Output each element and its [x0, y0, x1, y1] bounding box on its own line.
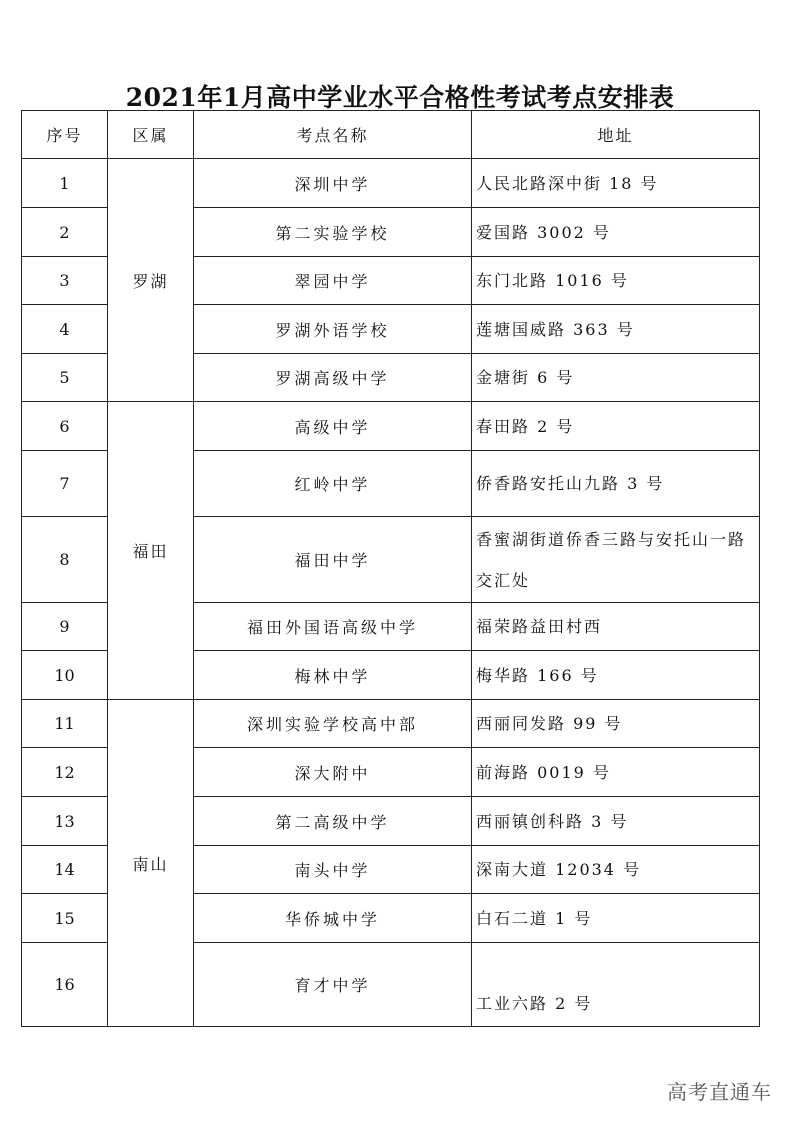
site-address: 梅华路 166 号 [472, 651, 760, 700]
site-name: 翠园中学 [194, 257, 472, 305]
site-address: 金塘街 6 号 [472, 354, 760, 402]
header-no: 序号 [22, 111, 108, 159]
site-address: 人民北路深中街 18 号 [472, 159, 760, 208]
site-name: 第二高级中学 [194, 797, 472, 846]
site-address: 春田路 2 号 [472, 402, 760, 451]
row-no: 1 [22, 159, 108, 208]
site-name: 深圳中学 [194, 159, 472, 208]
site-name: 第二实验学校 [194, 208, 472, 257]
site-address: 工业六路 2 号 [472, 943, 760, 1027]
row-no: 5 [22, 354, 108, 402]
district-cell-nanshan: 南山 [108, 700, 194, 1027]
site-name: 罗湖外语学校 [194, 305, 472, 354]
row-no: 2 [22, 208, 108, 257]
site-name: 华侨城中学 [194, 894, 472, 943]
site-name: 深圳实验学校高中部 [194, 700, 472, 748]
row-no: 8 [22, 517, 108, 603]
site-address: 爱国路 3002 号 [472, 208, 760, 257]
site-name: 南头中学 [194, 846, 472, 894]
watermark: 高考直通车 [667, 1080, 772, 1104]
header-district: 区属 [108, 111, 194, 159]
row-no: 12 [22, 748, 108, 797]
row-no: 15 [22, 894, 108, 943]
table-header-row [22, 111, 760, 159]
site-address: 福荣路益田村西 [472, 603, 760, 651]
row-no: 13 [22, 797, 108, 846]
row-no: 10 [22, 651, 108, 700]
site-address: 莲塘国威路 363 号 [472, 305, 760, 354]
row-no: 6 [22, 402, 108, 451]
row-no: 14 [22, 846, 108, 894]
site-address: 白石二道 1 号 [472, 894, 760, 943]
site-name: 深大附中 [194, 748, 472, 797]
exam-site-table [21, 110, 760, 1027]
site-name: 红岭中学 [194, 451, 472, 517]
site-address: 西丽镇创科路 3 号 [472, 797, 760, 846]
site-name: 育才中学 [194, 943, 472, 1027]
site-name: 罗湖高级中学 [194, 354, 472, 402]
site-address: 香蜜湖街道侨香三路与安托山一路交汇处 [472, 517, 760, 603]
site-name: 福田中学 [194, 517, 472, 603]
district-cell-futian: 福田 [108, 402, 194, 700]
district-cell-luohu: 罗湖 [108, 159, 194, 402]
site-address: 前海路 0019 号 [472, 748, 760, 797]
table-row [22, 700, 760, 748]
table-row [22, 402, 760, 451]
row-no: 3 [22, 257, 108, 305]
row-no: 7 [22, 451, 108, 517]
site-name: 梅林中学 [194, 651, 472, 700]
site-name: 高级中学 [194, 402, 472, 451]
site-address: 侨香路安托山九路 3 号 [472, 451, 760, 517]
site-name: 福田外国语高级中学 [194, 603, 472, 651]
table-row [22, 159, 760, 208]
page-title: 2021年1月高中学业水平合格性考试考点安排表 [125, 83, 675, 112]
row-no: 16 [22, 943, 108, 1027]
site-address: 西丽同发路 99 号 [472, 700, 760, 748]
row-no: 4 [22, 305, 108, 354]
row-no: 11 [22, 700, 108, 748]
header-site-name: 考点名称 [194, 111, 472, 159]
site-address: 深南大道 12034 号 [472, 846, 760, 894]
site-address: 东门北路 1016 号 [472, 257, 760, 305]
header-address: 地址 [472, 111, 760, 159]
row-no: 9 [22, 603, 108, 651]
